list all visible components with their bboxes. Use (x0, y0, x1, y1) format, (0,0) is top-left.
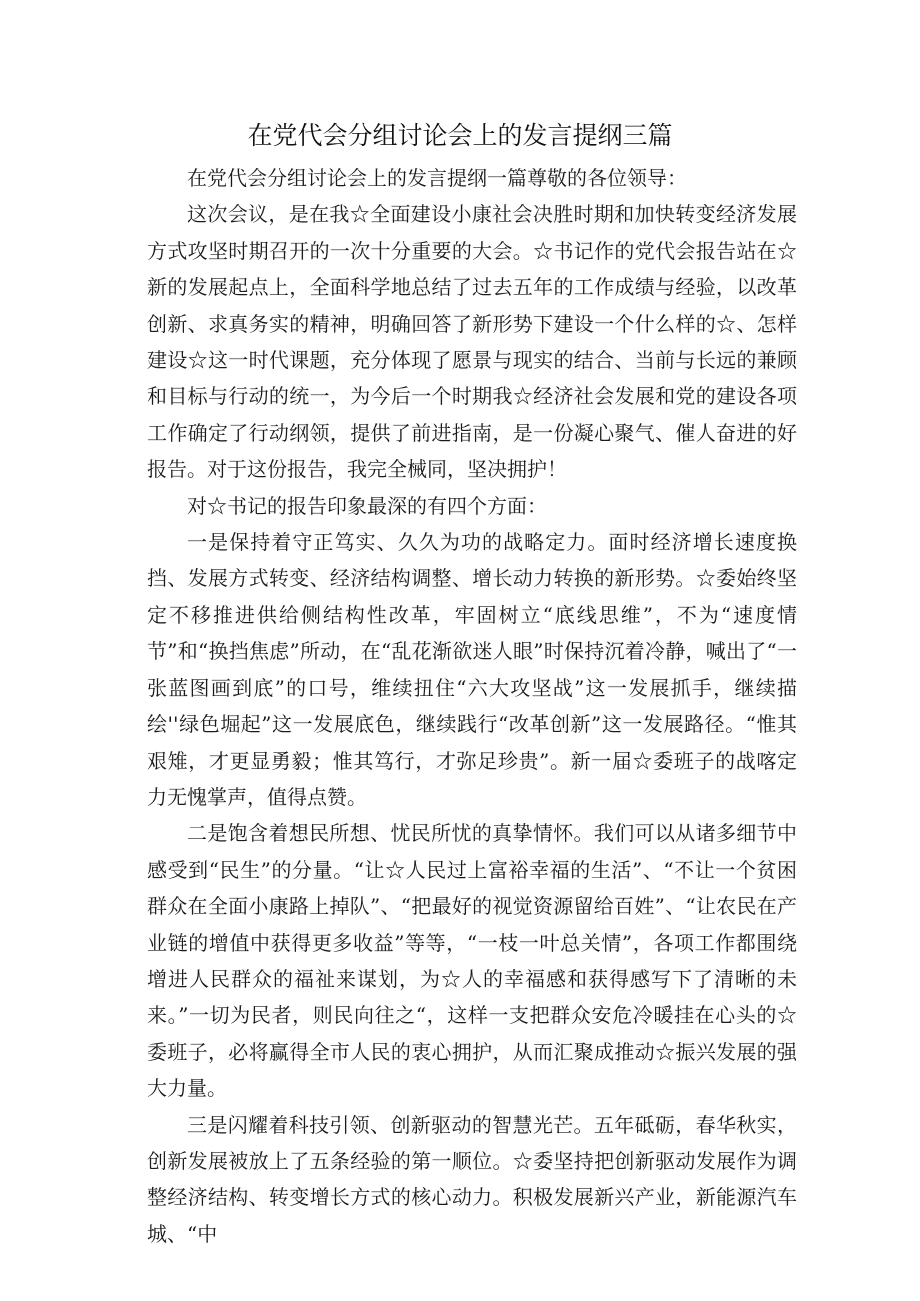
document-title: 在党代会分组讨论会上的发言提纲三篇 (247, 121, 673, 150)
paragraph: 三是闪耀着科技引领、创新驱动的智慧光芒。五年砥砺，春华秋实，创新发展被放上了五条经验的第一顺位。☆委坚持把创新驱动发展作为调整经济结构、转变增长方式的核心动力。积极发展新兴产业，新能源汽车城、“中 (147, 1112, 797, 1246)
paragraph: 对☆书记的报告印象最深的有四个方面： (187, 493, 547, 518)
document-body (147, 160, 797, 1252)
paragraph: 一是保持着守正笃实、久久为功的战略定力。面时经济增长速度换挡、发展方式转变、经济结构调整、增长动力转换的新形势。☆委始终坚定不移推进供给侧结构性改革，牢固树立“底线思维”，不为“速度情节”和“换挡焦虑”所动，在“乱花渐欲迷人眼”时保持沉着冷静，喊出了“一张蓝图画到底”的口号，维续扭住“六大攻坚战”这一发展抓手，继续描绘''绿色堀起”这一发展底色，继续践行“改革创新”这一发展路径。“惟其艰雉，才更显勇毅；惟其笃行，才弥足珍贵”。新一届☆委班子的战喀定力无愧掌声，值得点赞。 (147, 530, 797, 809)
paragraph: 这次会议，是在我☆全面建设小康社会决胜时期和加快转变经济发展方式攻坚时期召开的一次十分重要的大会。☆书记作的党代会报告站在☆新的发展起点上，全面科学地总结了过去五年的工作成绩与经验，以改革创新、求真务实的精神，明确回答了新形势下建设一个什么样的☆、怎样建设☆这一时代课题，充分体现了愿景与现实的结合、当前与长远的兼顾和目标与行动的统一，为今后一个时期我☆经济社会发展和党的建设各项工作确定了行动纲领，提供了前进指南，是一份凝心聚气、催人奋进的好报告。对于这份报告，我完全械同，坚决拥护！ (147, 202, 797, 482)
paragraph: 二是饱含着想民所想、忧民所忧的真挚情怀。我们可以从诸多细节中感受到“民生”的分量。“让☆人民过上富裕幸福的生活”、“不让一个贫困群众在全面小康路上掉队”、“把最好的视觉资源留给百姓”、“让农民在产业链的增值中获得更多收益”等等，“一枝一叶总关情”，各项工作都围绕增进人民群众的福祉来谋划，为☆人的幸福感和获得感写下了清晰的未来。”一切为民者，则民向往之“，这样一支把群众安危冷暖挂在心头的☆委班子，必将赢得全市人民的衷心拥护，从而汇聚成推动☆振兴发展的强大力量。 (147, 821, 797, 1101)
paragraph: 在党代会分组讨论会上的发言提纲一篇尊敬的各位领导： (187, 166, 687, 190)
